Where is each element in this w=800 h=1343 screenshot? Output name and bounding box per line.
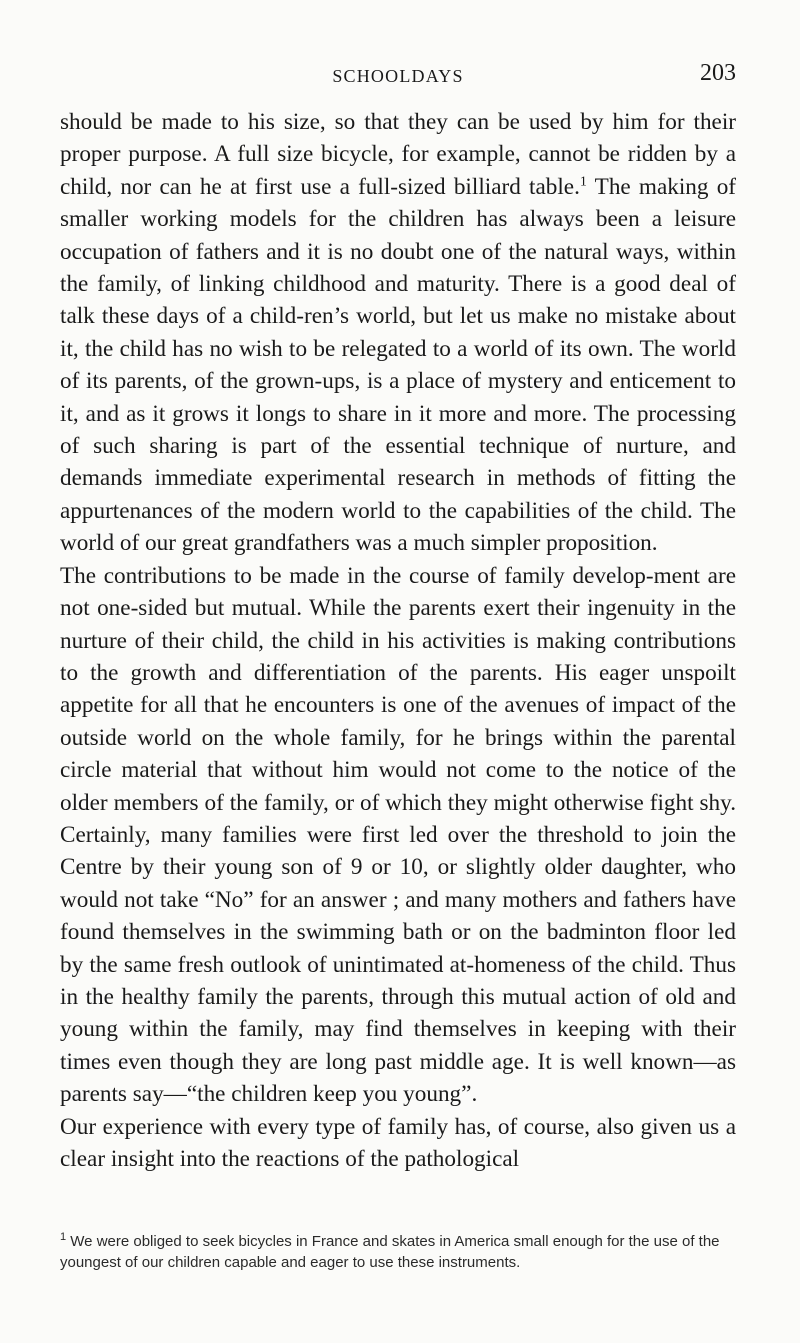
paragraph-1 bbox=[60, 106, 736, 560]
paragraph-3: Our experience with every type of family has, of course, also given us a clear insight into the reactions of the pathological bbox=[60, 1113, 736, 1172]
paragraph-2: The contributions to be made in the course of family develop-ment are not one-sided but mutual. While the parents exert their ingenuity in the nurture of their child, the child in his activities is making contributions to the growth and differentiation of the parents. His eager unspoilt appetite for all that he encounters is one of the avenues of impact of the outside world on the whole family, for he brings within the parental circle material that without him would not come to the notice of the older members of the family, or of which they might otherwise fight shy. Certainly, many families were first led over the threshold to join the Centre by their young son of 9 or 10, or slightly older daughter, who would not take “No” for an answer ; and many mothers and fathers have found themselves in the swimming bath or on the badminton floor led by the same fresh outlook of unintimated at-homeness of the child. Thus in the healthy family the parents, through this mutual action of old and young within the family, may find themselves in keeping with their times even though they are long past middle age. It is well known—as parents say—“the children keep you young”. bbox=[60, 562, 736, 1108]
body-text bbox=[60, 106, 736, 1175]
paragraph-1-text-b: The making of smaller working models for the children has always been a leisure occupation of fathers and it is no doubt one of the natural ways, within the family, of linking childhood and maturity. There is a good deal of talk these days of a child-ren’s world, but let us make no mistake about it, the child has no wish to be relegated to a world of its own. The world of its parents, of the grown-ups, is a place of mystery and enticement to it, and as it grows it longs to share in it more and more. The processing of such sharing is part of the essential technique of nurture, and demands immediate experimental research in methods of fitting the appurtenances of the modern world to the capabilities of the child. The world of our great grandfathers was a much simpler proposition. bbox=[60, 173, 737, 557]
running-head: SCHOOLDAYS bbox=[332, 66, 464, 86]
paragraph-1-text-a: should be made to his size, so that they can be used by him for their proper purpose. A full size bicycle, for example, cannot be ridden by a child, nor can he at first use a full-sized billiard table. bbox=[60, 109, 736, 200]
footnote-marker: 1 bbox=[60, 1231, 67, 1243]
page-number: 203 bbox=[700, 60, 736, 86]
footnote-text: We were obliged to seek bicycles in France and skates in America small enough for the use of the youngest of our children capable and eager to use these instruments. bbox=[60, 1233, 720, 1271]
footnote bbox=[60, 1232, 736, 1273]
footnote-reference: 1 bbox=[579, 174, 587, 190]
page-header bbox=[60, 60, 736, 92]
